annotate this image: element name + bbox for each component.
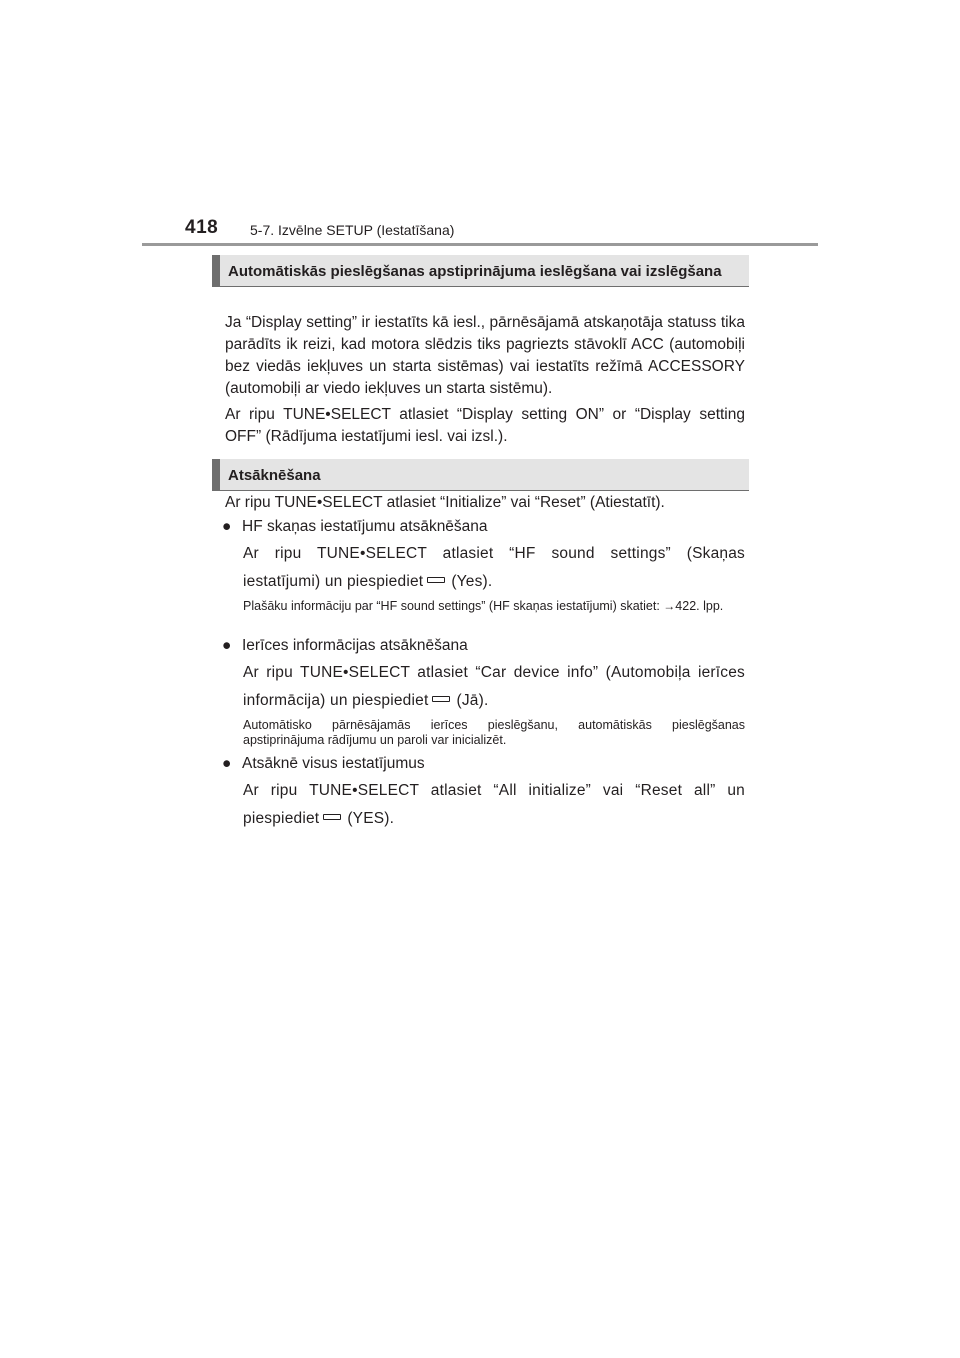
bullet-icon: ● xyxy=(222,518,232,535)
list-item-device-info-reset xyxy=(222,635,745,657)
list-item-text: Ar ripu TUNE•SELECT atlasiet “Car device info” (Automobiļa ierīces informācija) un piespiediet (Jā). xyxy=(243,664,745,709)
bullet-icon: ● xyxy=(222,755,232,772)
list-item-hf-reset xyxy=(222,516,745,538)
arrow-right-icon: → xyxy=(663,599,676,613)
paragraph-display-setting: Ja “Display setting” ir iestatīts kā iesl., pārnēsājamā atskaņotāja statuss tika parādīts ik reizi, kad motora slēdzis tiks pagriezts stāvoklī ACC (automobiļi bez viedās iekļuves un starta sistēmas) vai iestatīts režīmā ACCESSORY (automobiļi ar viedo iekļuves un starta sistēmu). xyxy=(225,314,745,397)
list-item-title: HF skaņas iestatījumu atsāknēšana xyxy=(242,518,488,535)
list-item-note: Plašāku informāciju par “HF sound settings” (HF skaņas iestatījumi) skatiet: →422. lpp. xyxy=(243,599,724,613)
list-item-reset-all xyxy=(222,753,745,775)
heading-reset: Atsāknēšana xyxy=(212,459,749,491)
list-item-note: Automātisko pārnēsājamās ierīces pieslēgšanu, automātiskās pieslēgšanas apstiprinājuma rādījumu un paroli var inicializēt. xyxy=(243,718,745,747)
paragraph-reset-intro: Ar ripu TUNE•SELECT atlasiet “Initialize” vai “Reset” (Atiestatīt). xyxy=(225,494,665,511)
heading-auto-connect: Automātiskās pieslēgšanas apstiprinājuma ieslēgšana vai izslēgšana xyxy=(212,255,749,287)
list-item-title: Atsāknē visus iestatījumus xyxy=(242,755,425,772)
header-rule xyxy=(142,243,818,246)
button-icon xyxy=(427,577,445,583)
bullet-icon: ● xyxy=(222,637,232,654)
button-icon xyxy=(432,696,450,702)
paragraph-select-display: Ar ripu TUNE•SELECT atlasiet “Display setting ON” or “Display setting OFF” (Rādījuma iestatījumi iesl. vai izsl.). xyxy=(225,406,745,445)
list-item-text: Ar ripu TUNE•SELECT atlasiet “All initialize” vai “Reset all” un piespiediet (YES). xyxy=(243,782,745,827)
section-title: 5-7. Izvēlne SETUP (Iestatīšana) xyxy=(250,222,455,238)
button-icon xyxy=(323,814,341,820)
page-number: 418 xyxy=(185,217,219,238)
list-item-text: Ar ripu TUNE•SELECT atlasiet “HF sound settings” (Skaņas iestatījumi) un piespiediet (Yes). xyxy=(243,545,745,590)
list-item-title: Ierīces informācijas atsāknēšana xyxy=(242,637,468,654)
